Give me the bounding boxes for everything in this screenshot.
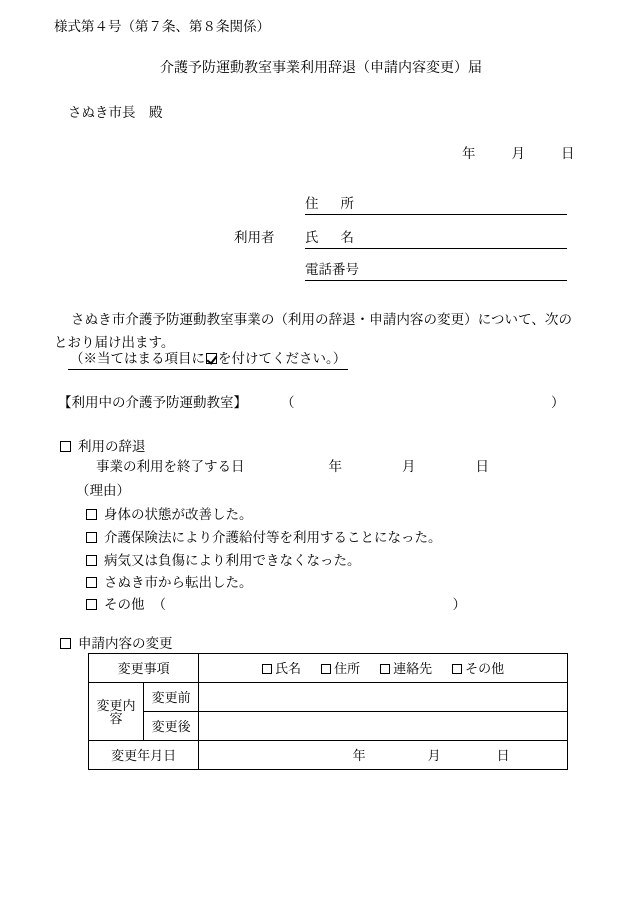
addressee: さぬき市長 殿 xyxy=(68,105,163,120)
change-option-other[interactable] xyxy=(452,662,504,675)
submission-date-line xyxy=(462,147,575,161)
change-details-table xyxy=(88,653,568,770)
reason-option-1-label: 身体の状態が改善した。 xyxy=(104,507,253,522)
body-paragraph xyxy=(54,308,572,354)
note-suffix-text: を付けてください。） xyxy=(218,351,347,366)
end-date-year-label: 年 xyxy=(328,459,342,474)
change-before-header: 変更前 xyxy=(144,683,199,712)
checkbox-reason-1-icon[interactable] xyxy=(86,509,97,520)
reason-label: （理由） xyxy=(76,483,130,498)
applicant-label: 利用者 xyxy=(234,230,275,245)
note-prefix-text: （※当てはまる項目に xyxy=(70,351,205,366)
other-reason-input[interactable]: ） xyxy=(452,597,466,612)
checkbox-option-other-icon[interactable] xyxy=(452,664,462,674)
checkbox-option-name-icon[interactable] xyxy=(262,664,272,674)
form-number: 様式第４号（第７条、第８条関係） xyxy=(54,19,270,34)
name-label-2: 名 xyxy=(340,230,354,245)
end-date-label: 事業の利用を終了する日 xyxy=(96,459,245,474)
reason-option-4-label: さぬき市から転出した。 xyxy=(104,575,253,590)
checkbox-instruction-note xyxy=(68,352,348,370)
body-paragraph-text: さぬき市介護予防運動教室事業の（利用の辞退・申請内容の変更）について、次のとおり届け出ます。 xyxy=(54,312,572,351)
change-option-other-label: その他 xyxy=(465,660,505,676)
change-before-value[interactable] xyxy=(199,683,568,712)
change-date-day-label: 日 xyxy=(496,747,510,763)
reason-option-2-label: 介護保険法により介護給付等を利用することになった。 xyxy=(104,530,442,545)
end-date-month-label: 月 xyxy=(402,459,416,474)
section-withdrawal[interactable] xyxy=(60,440,146,454)
change-date-header: 変更年月日 xyxy=(89,741,199,770)
applicant-phone-field[interactable] xyxy=(305,263,567,281)
withdrawal-end-date-row xyxy=(96,460,489,474)
phone-label: 電話番号 xyxy=(305,262,359,277)
checkbox-option-contact-icon[interactable] xyxy=(380,664,390,674)
end-date-day-label: 日 xyxy=(475,459,489,474)
checkbox-reason-3-icon[interactable] xyxy=(86,555,97,566)
change-item-options-cell xyxy=(199,654,568,683)
table-row-change-after xyxy=(89,712,568,741)
table-row-change-date xyxy=(89,741,568,770)
reason-option-other-label: その他 xyxy=(104,597,145,612)
change-after-value[interactable] xyxy=(199,712,568,741)
date-day-label: 日 xyxy=(561,146,575,161)
change-content-header: 変更内容 xyxy=(89,683,144,741)
in-use-classroom-label: 【利用中の介護予防運動教室】 xyxy=(58,395,247,410)
in-use-paren-open: （ xyxy=(281,395,295,410)
section-change[interactable] xyxy=(60,637,173,651)
applicant-name-field[interactable] xyxy=(305,231,567,249)
change-item-header: 変更事項 xyxy=(89,654,199,683)
reason-option-3[interactable] xyxy=(86,554,361,568)
checked-checkbox-icon xyxy=(206,353,217,364)
checkbox-withdrawal-icon[interactable] xyxy=(60,441,71,452)
reason-option-other[interactable] xyxy=(86,598,466,612)
reason-option-4[interactable] xyxy=(86,576,253,590)
applicant-address-field[interactable] xyxy=(305,197,567,215)
change-option-name[interactable] xyxy=(262,662,301,675)
checkbox-reason-4-icon[interactable] xyxy=(86,577,97,588)
in-use-classroom-input[interactable]: ） xyxy=(551,395,565,410)
reason-option-3-label: 病気又は負傷により利用できなくなった。 xyxy=(104,553,361,568)
reason-option-2[interactable] xyxy=(86,531,442,545)
change-option-address-label: 住所 xyxy=(334,660,361,676)
section-withdrawal-label: 利用の辞退 xyxy=(78,439,146,454)
change-option-address[interactable] xyxy=(321,662,360,675)
change-option-name-label: 氏名 xyxy=(275,660,302,676)
section-change-label: 申請内容の変更 xyxy=(78,636,173,651)
page-title: 介護予防運動教室事業利用辞退（申請内容変更）届 xyxy=(160,61,482,76)
name-label: 氏 xyxy=(305,230,319,245)
date-year-label: 年 xyxy=(462,146,476,161)
address-label: 住 xyxy=(305,196,319,211)
change-date-cell[interactable] xyxy=(199,741,568,770)
change-option-contact[interactable] xyxy=(380,662,432,675)
reason-option-1[interactable] xyxy=(86,508,253,522)
in-use-classroom-row xyxy=(58,396,565,410)
change-date-year-label: 年 xyxy=(352,747,366,763)
checkbox-option-address-icon[interactable] xyxy=(321,664,331,674)
checkbox-reason-other-icon[interactable] xyxy=(86,599,97,610)
address-label-2: 所 xyxy=(340,196,354,211)
checkbox-change-icon[interactable] xyxy=(60,638,71,649)
date-month-label: 月 xyxy=(511,146,525,161)
other-paren-open: （ xyxy=(152,597,166,612)
table-row-change-item xyxy=(89,654,568,683)
change-option-contact-label: 連絡先 xyxy=(393,660,433,676)
table-row-change-before xyxy=(89,683,568,712)
change-after-header: 変更後 xyxy=(144,712,199,741)
change-date-month-label: 月 xyxy=(427,747,441,763)
checkbox-reason-2-icon[interactable] xyxy=(86,532,97,543)
